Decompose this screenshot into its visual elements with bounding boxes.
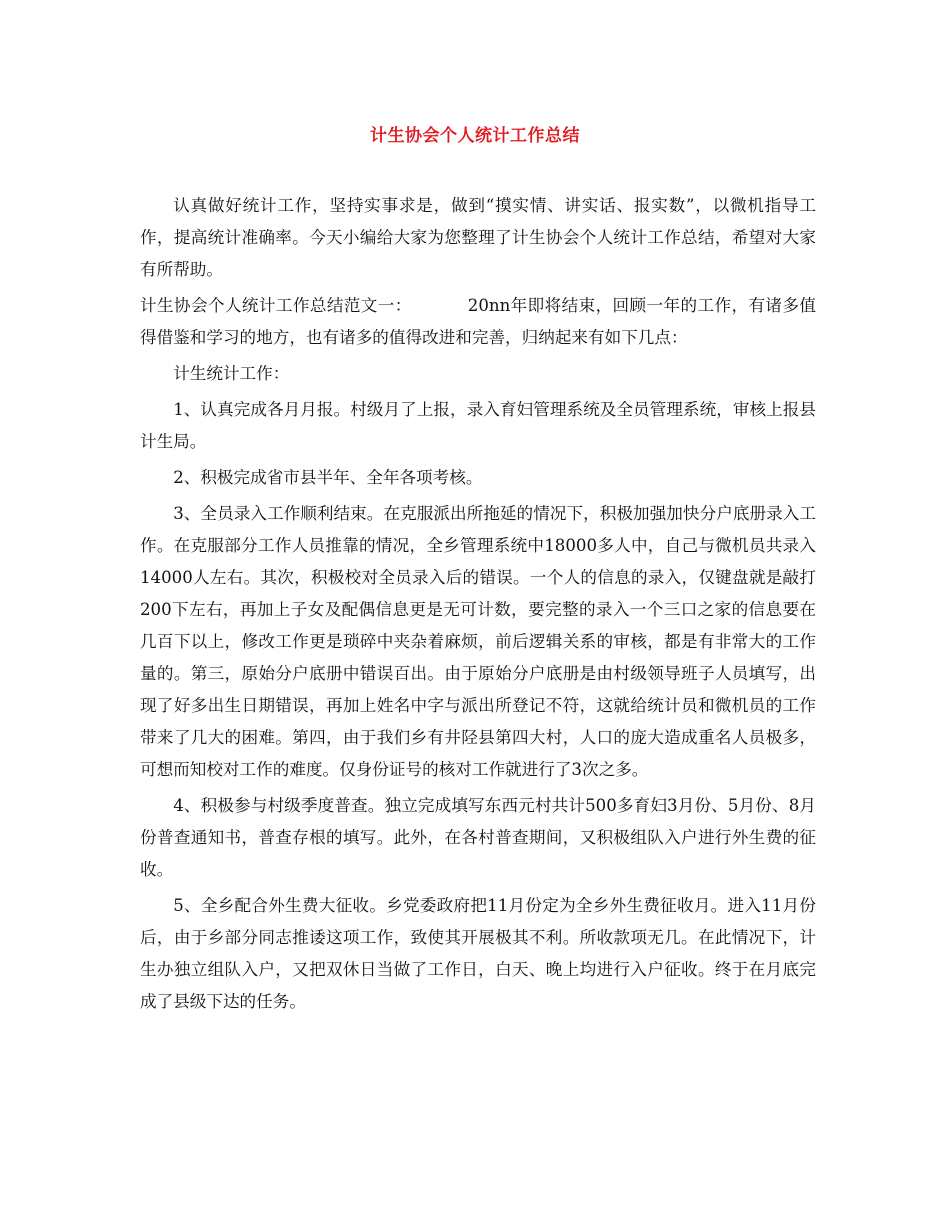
document-title: 计生协会个人统计工作总结 — [370, 126, 580, 146]
sample-heading: 计生协会个人统计工作总结范文一： — [140, 296, 412, 315]
list-item: 2、积极完成省市县半年、全年各项考核。 — [173, 468, 483, 487]
list-item: 5、全乡配合外生费大征收。乡党委政府把11月份定为全乡外生费征收月。进入11月份后，由于乡部分同志推诿这项工作，致使其开展极其不利。所收款项无几。在此情况下，计生办独立组队入户，又把双休日当做了工作日，白天、晚上均进行入户征收。终于在月底完成了县级下达的任务。 — [140, 896, 816, 1011]
list-item: 1、认真完成各月月报。村级月了上报，录入育妇管理系统及全员管理系统，审核上报县计生局。 — [140, 400, 816, 451]
sample-opening: 20nn年即将结束，回顾一年的工作，有诸多值得借鉴和学习的地方，也有诸多的值得改进和完善，归纳起来有如下几点： — [140, 296, 816, 347]
document-body — [140, 190, 816, 1022]
section-heading: 计生统计工作： — [173, 364, 290, 383]
list-item: 3、全员录入工作顺利结束。在克服派出所拖延的情况下，积极加强加快分户底册录入工作。在克服部分工作人员推靠的情况，全乡管理系统中18000多人中，自己与微机员共录入14000人左右。其次，积极校对全员录入后的错误。一个人的信息的录入，仅键盘就是敲打200下左右，再加上子女及配偶信息更是无可计数，要完整的录入一个三口之家的信息要在几百下以上，修改工作更是琐碎中夹杂着麻烦，前后逻辑关系的审核，都是有非常大的工作量的。第三，原始分户底册中错误百出。由于原始分户底册是由村级领导班子人员填写，出现了好多出生日期错误，再加上姓名中字与派出所登记不符，这就给统计员和微机员的工作带来了几大的困难。第四，由于我们乡有井陉县第四大村，人口的庞大造成重名人员极多，可想而知校对工作的难度。仅身份证号的核对工作就进行了3次之多。 — [140, 504, 816, 779]
intro-paragraph: 认真做好统计工作，坚持实事求是，做到“摸实情、讲实话、报实数”，以微机指导工作，提高统计准确率。今天小编给大家为您整理了计生协会个人统计工作总结，希望对大家有所帮助。 — [140, 196, 816, 279]
sample-paragraph — [140, 290, 816, 354]
list-item: 4、积极参与村级季度普查。独立完成填写东西元村共计500多育妇3月份、5月份、8月份普查通知书，普查存根的填写。此外，在各村普查期间，又积极组队入户进行外生费的征收。 — [140, 796, 816, 879]
